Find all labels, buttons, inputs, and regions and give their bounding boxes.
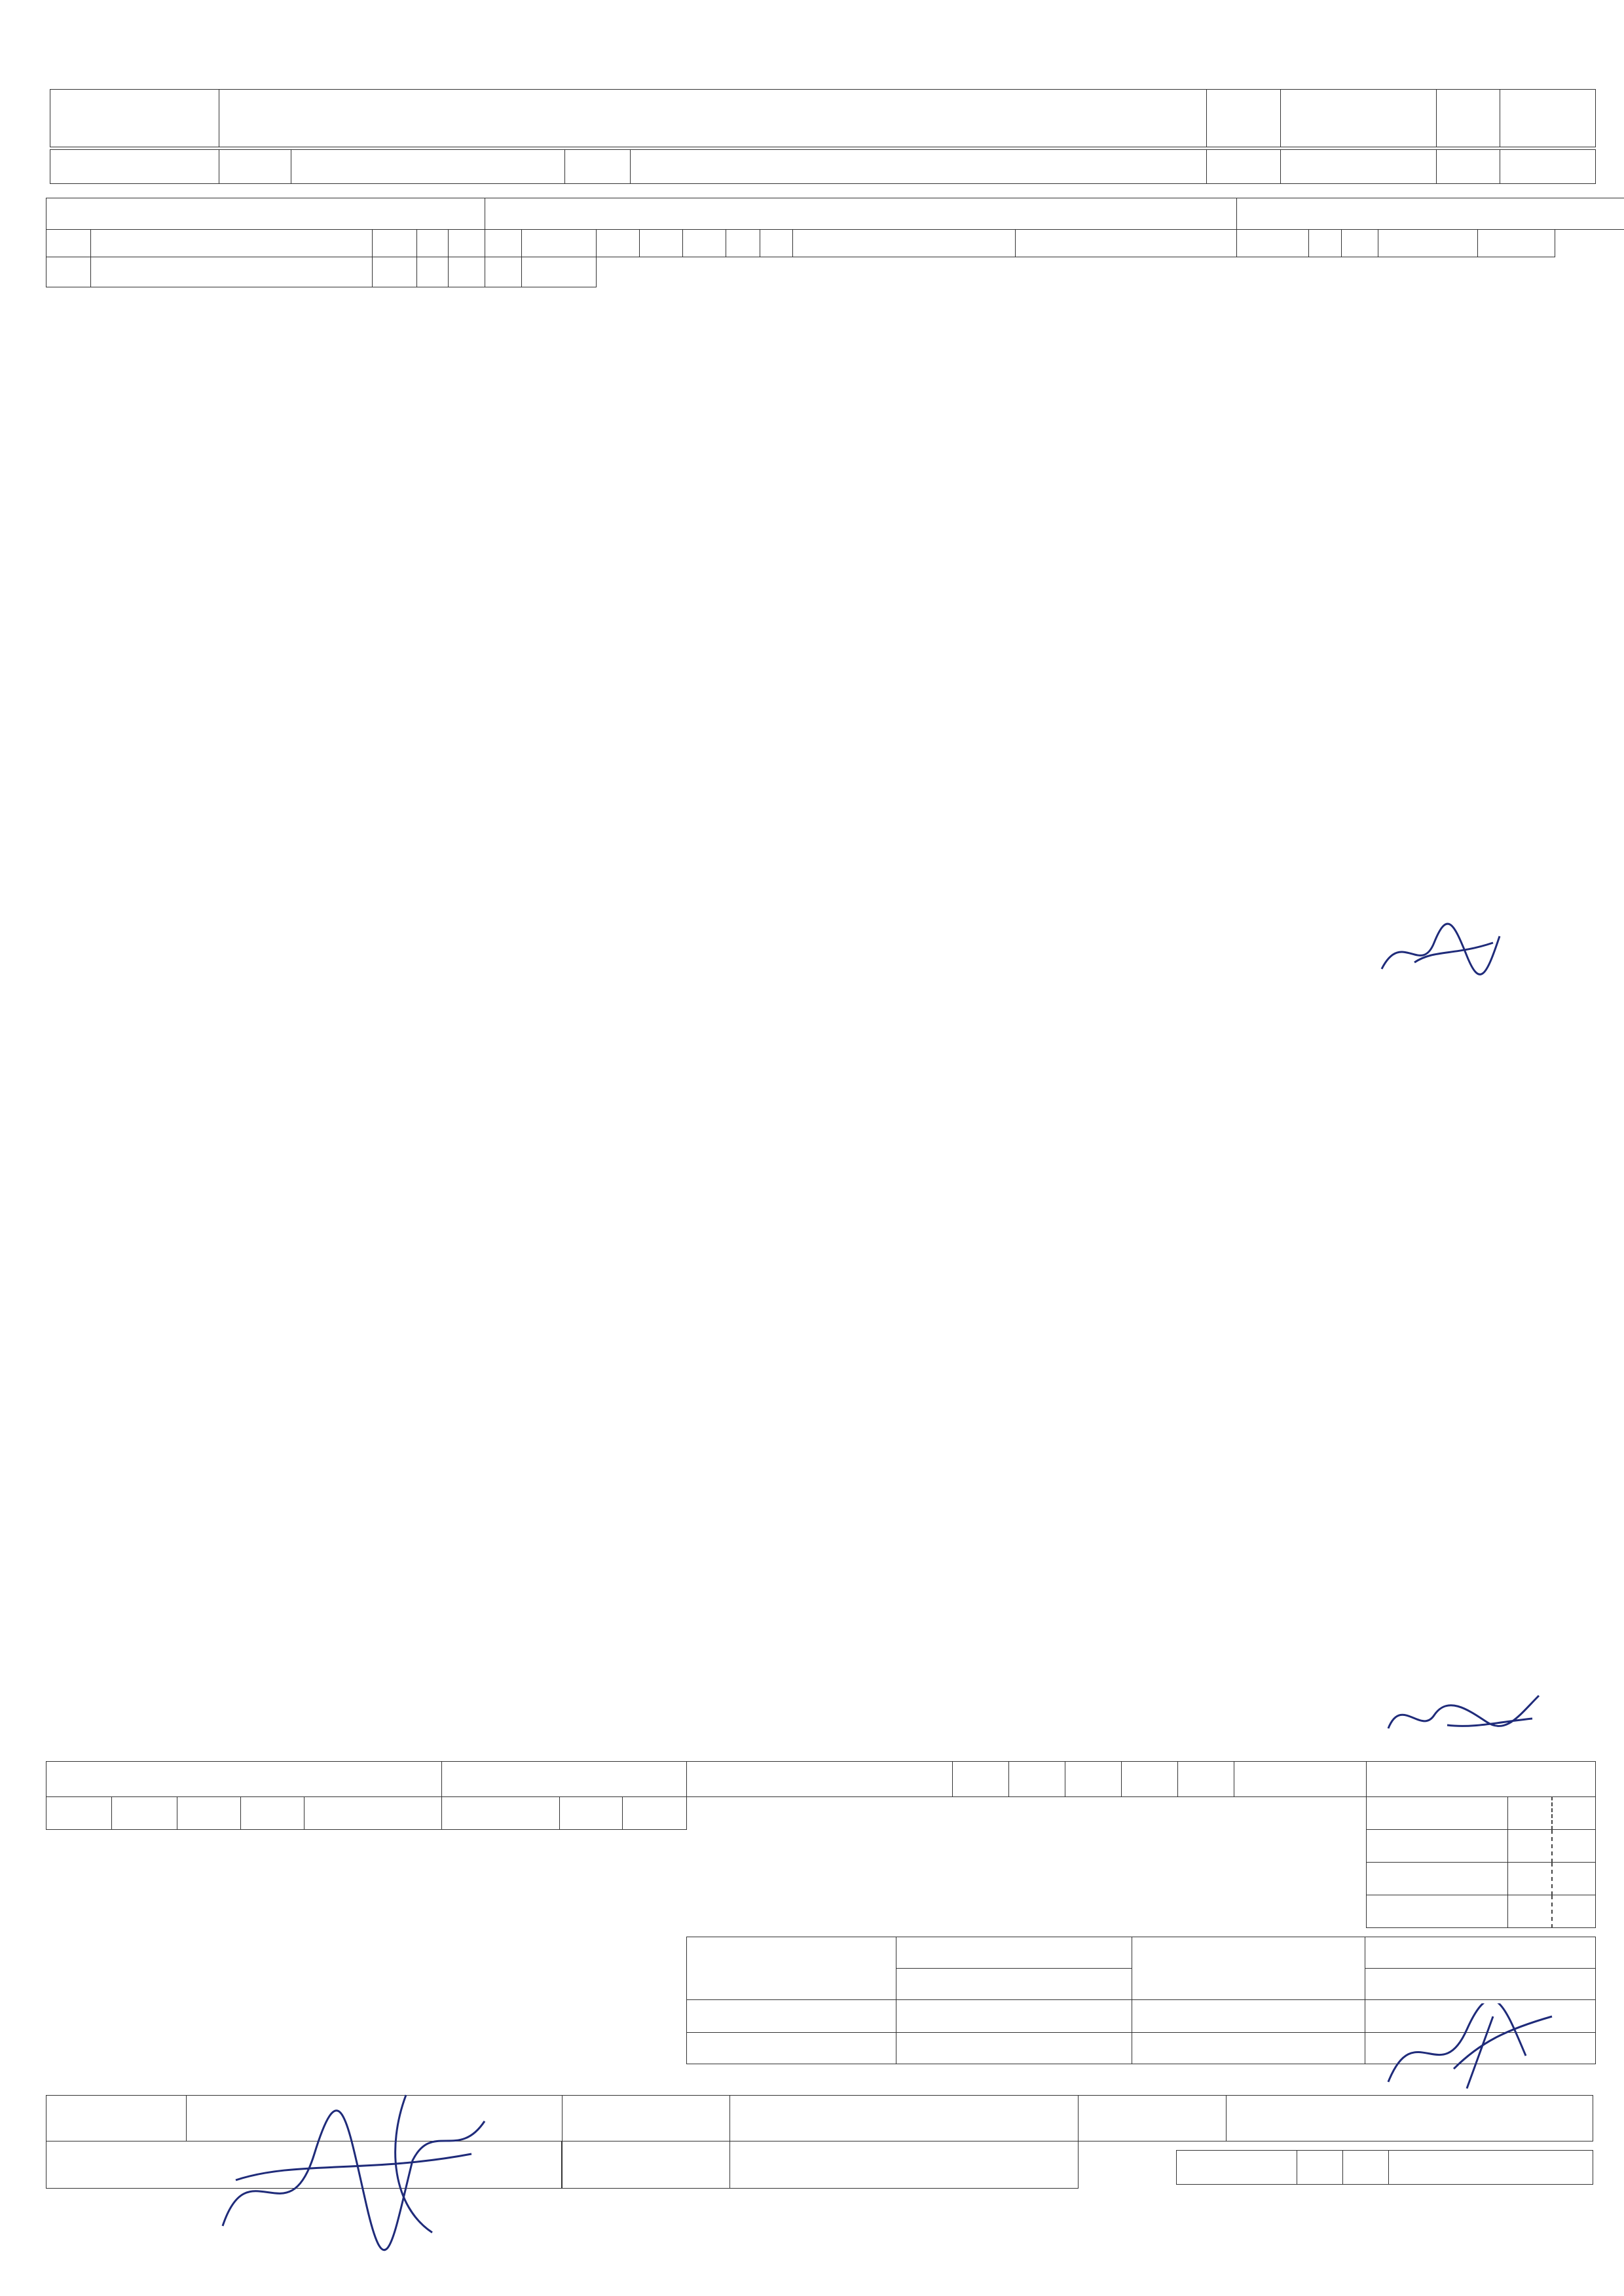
remarks-label <box>1177 2151 1297 2185</box>
timekeeper-name <box>896 2033 1132 2064</box>
goal-judge-2 <box>896 1969 1132 2000</box>
inspector-name <box>1227 2096 1593 2141</box>
game-no-label <box>1437 90 1500 147</box>
team_a-goal-time <box>522 257 597 287</box>
linesman-label-2 <box>563 2141 730 2189</box>
team_a-row <box>46 257 1624 287</box>
team_a-h-p-start <box>1378 230 1478 257</box>
team_a-h-played <box>449 230 485 257</box>
penalty-judges-label-1 <box>1132 1937 1365 1969</box>
spectators-value <box>1500 150 1596 184</box>
linesman-2-table <box>562 2141 1079 2189</box>
referee-label <box>46 2096 187 2141</box>
team_a-h-p-time <box>1016 230 1237 257</box>
goal-judges-label-1 <box>687 1937 896 1969</box>
informer-name <box>896 2000 1132 2033</box>
penalty-judge-1 <box>1365 1937 1596 1969</box>
start-minutes <box>1552 1797 1596 1830</box>
so-result-header <box>304 1797 442 1830</box>
timeout-b-label <box>1367 1895 1508 1928</box>
team_a-h-p-no <box>1237 230 1309 257</box>
team_a-table <box>46 198 1624 287</box>
team_a-h-own-team <box>760 230 793 257</box>
secretary-signature <box>1375 2003 1559 2095</box>
linesman-label-1 <box>563 2096 730 2141</box>
total-header <box>1234 1762 1367 1797</box>
team_a-goal-no <box>485 257 522 287</box>
linesman-2-name <box>730 2141 1079 2189</box>
team-a-signature <box>1375 917 1506 989</box>
timeout-a-min <box>1508 1863 1552 1895</box>
goal-judges-label-2 <box>687 1969 896 2000</box>
timekeeper-label <box>687 2033 896 2064</box>
goal-judge-1 <box>896 1937 1132 1969</box>
team_a-player-name <box>91 257 373 287</box>
time-label <box>1207 150 1281 184</box>
end-minutes <box>1552 1830 1596 1863</box>
team-b-signature <box>1382 1689 1545 1741</box>
arena-label <box>565 150 631 184</box>
gk-b-header <box>623 1797 687 1830</box>
team_a-penalties-title <box>1237 198 1624 230</box>
city-value <box>291 150 565 184</box>
informer-label <box>687 2000 896 2033</box>
competition-name <box>219 90 1207 147</box>
timeout-b-min <box>1508 1895 1552 1928</box>
team_a-h-p-end <box>1478 230 1555 257</box>
spectators-label <box>1437 150 1500 184</box>
arena-value <box>631 150 1207 184</box>
team_a-goals-title <box>485 198 1237 230</box>
competition-label <box>50 90 219 147</box>
remarks-no[interactable] <box>1343 2151 1389 2185</box>
remarks-yes[interactable] <box>1297 2151 1343 2185</box>
team_a-h-a1 <box>640 230 683 257</box>
period-3-header <box>1065 1762 1122 1797</box>
timeout-b-sec <box>1552 1895 1596 1928</box>
remarks-see-back <box>1389 2151 1593 2185</box>
team_a-title <box>46 198 485 230</box>
period-2-header <box>1009 1762 1065 1797</box>
so-vrb-header <box>241 1797 304 1830</box>
remarks-table <box>1176 2150 1593 2185</box>
gk-a-header <box>560 1797 623 1830</box>
so-vra-header <box>177 1797 241 1830</box>
goalie-time-title <box>442 1762 687 1797</box>
periods-title <box>687 1762 953 1797</box>
goalie-time-table <box>441 1761 687 1830</box>
pb-header <box>1178 1762 1234 1797</box>
periods-table <box>686 1761 1367 1797</box>
date-value <box>1281 90 1437 147</box>
timeout-a-sec <box>1552 1863 1596 1895</box>
linesman-1-name <box>730 2096 1079 2141</box>
shootout-table <box>46 1761 442 1830</box>
period-1-header <box>953 1762 1009 1797</box>
team_a-h-hash <box>485 230 522 257</box>
team_a-player-pos <box>417 257 449 287</box>
team_a-player-ka <box>373 257 417 287</box>
start-label <box>1367 1797 1508 1830</box>
ot-header <box>1122 1762 1178 1797</box>
gk-time-header <box>442 1797 560 1830</box>
team_a-h-p-min <box>1309 230 1342 257</box>
game-no-value <box>1500 90 1596 147</box>
team_a-h-g <box>597 230 640 257</box>
game-time-title <box>1367 1762 1596 1797</box>
secretary-label <box>1132 2000 1365 2033</box>
city-label <box>219 150 291 184</box>
referee-signature <box>196 2082 498 2259</box>
team_a-h-pos <box>417 230 449 257</box>
penalty-judges-label-2 <box>1132 1969 1365 2000</box>
team_a-h-p-inf <box>1342 230 1378 257</box>
end-label <box>1367 1830 1508 1863</box>
game-time-table <box>1366 1761 1596 1928</box>
venue-label <box>50 150 219 184</box>
start-hours <box>1508 1797 1552 1830</box>
team_a-player-no <box>46 257 91 287</box>
date-label <box>1207 90 1281 147</box>
team_a-h-name <box>91 230 373 257</box>
team_a-h-time <box>522 230 597 257</box>
team_a-h-other-team <box>793 230 1016 257</box>
so-a-header <box>46 1797 112 1830</box>
inspector-label <box>1079 2096 1227 2141</box>
team_a-h-is <box>726 230 760 257</box>
time-value <box>1281 150 1437 184</box>
team_a-player-played <box>449 257 485 287</box>
sign-label <box>1132 2033 1365 2064</box>
shootout-title <box>46 1762 442 1797</box>
header-table <box>50 89 1596 147</box>
team_a-h-a2 <box>683 230 726 257</box>
team_a-h-no <box>46 230 91 257</box>
so-b-header <box>112 1797 177 1830</box>
venue-table <box>50 149 1596 184</box>
team_a-h-ka <box>373 230 417 257</box>
timeout-a-label <box>1367 1863 1508 1895</box>
penalty-judge-2 <box>1365 1969 1596 2000</box>
end-hours <box>1508 1830 1552 1863</box>
